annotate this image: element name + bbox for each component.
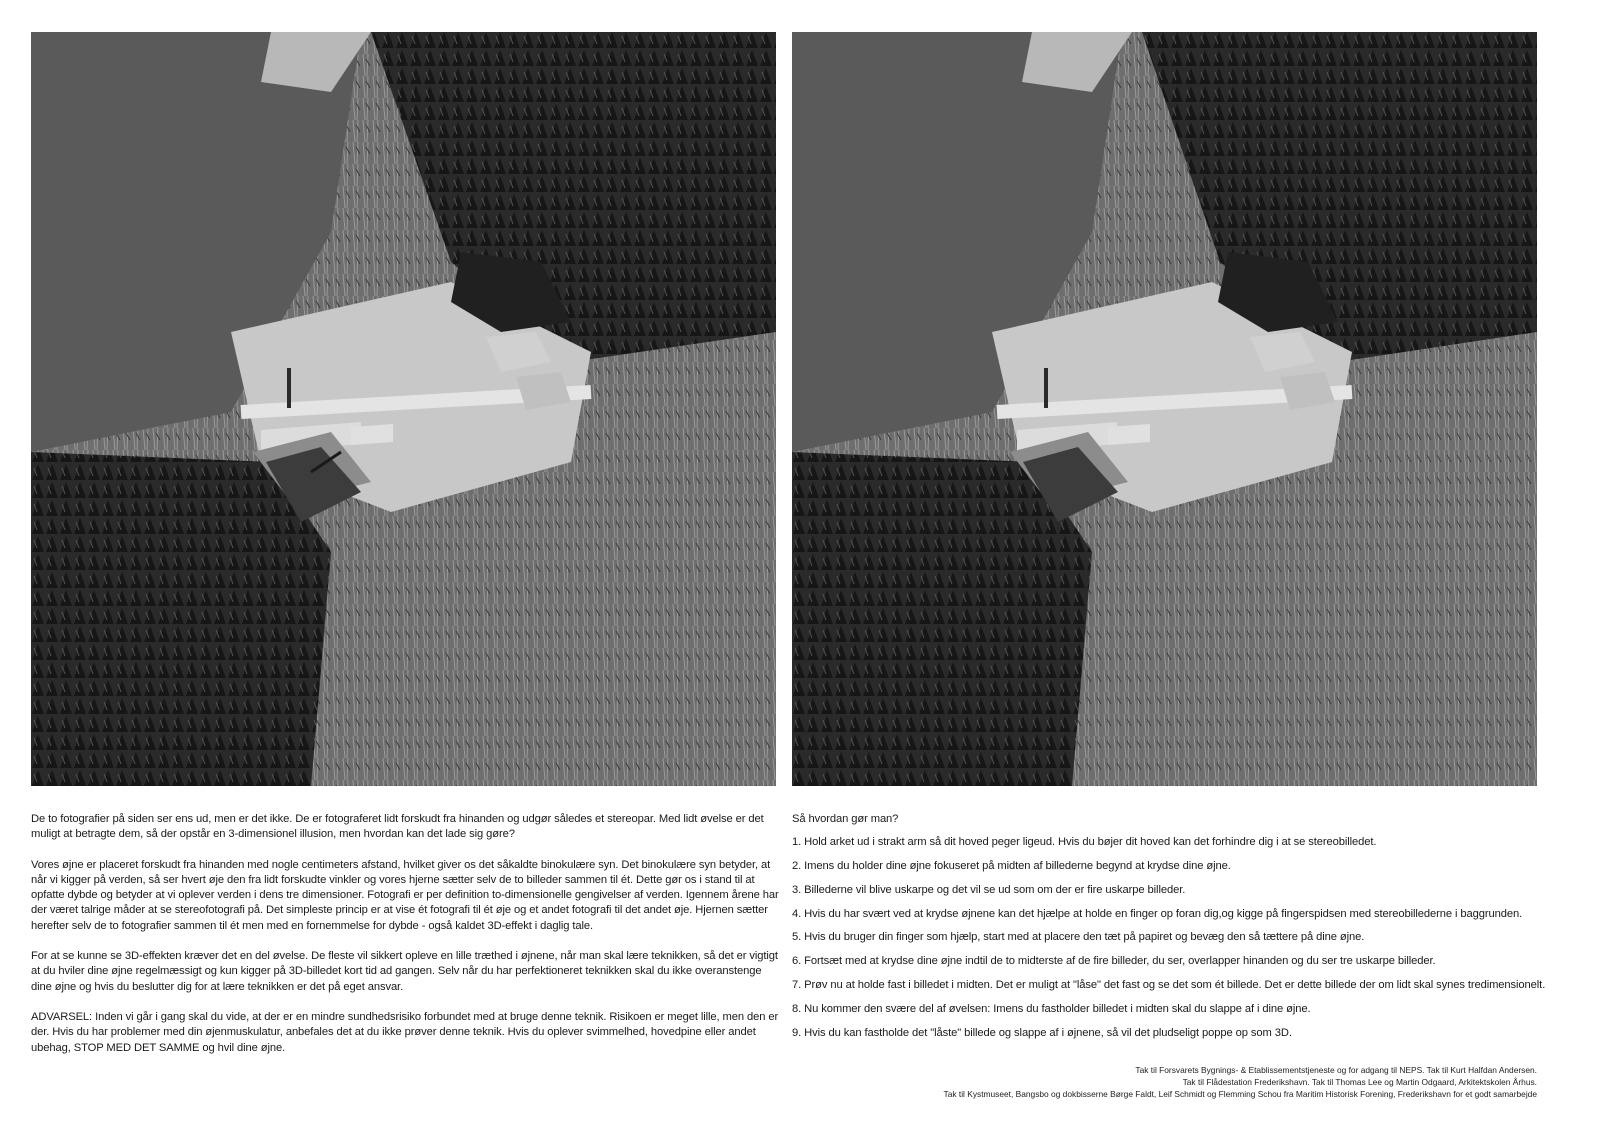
- credit-line: Tak til Flådestation Frederikshavn. Tak til Thomas Lee og Martin Odgaard, Arkitektskolen Århus.: [1182, 1077, 1537, 1087]
- instructions-column: [792, 812, 1552, 1049]
- credits: [944, 1064, 1537, 1100]
- instruction-step: 2. Imens du holder dine øjne fokuseret på midten af billederne begynd at krydse dine øjne.: [792, 860, 1231, 873]
- instruction-step: 3. Billederne vil blive uskarpe og det vil se ud som om der er fire uskarpe billeder.: [792, 883, 1186, 896]
- credit-line: Tak til Kystmuseet, Bangsbo og dokbisserne Børge Faldt, Leif Schmidt og Flemming Schou fra Maritim Historisk Forening, Frederikshavn for et godt samarbejde: [943, 1089, 1537, 1099]
- instruction-step: 7. Prøv nu at holde fast i billedet i midten. Det er muligt at "låse" det fast og se det som ét billede. Det er dette billede der om lidt skal synes tredimensionelt.: [792, 979, 1546, 992]
- instruction-step: 4. Hvis du har svært ved at krydse øjnene kan det hjælpe at holde en finger op foran dig,og kigge på fingerspidsen med stereobillederne i baggrunden.: [792, 907, 1523, 920]
- intro-paragraph: De to fotografier på siden ser ens ud, men er det ikke. De er fotograferet lidt forskudt fra hinanden og udgør således et stereopar. Med lidt øvelse er det muligt at betragte dem, så der opstår en 3-dimensionel illusion, men hvordan kan det lade sig gøre?: [31, 813, 764, 841]
- practice-paragraph: For at se kunne se 3D-effekten kræver det en del øvelse. De fleste vil sikkert opleve en lille træthed i øjnene, når man skal lære teknikken, så det er vigtigt at du hviler dine øjne regelmæssigt og kun kigger på 3D-billedet kort tid ad gangen. Selv når du har perfektioneret teknikken skal du ikke overanstenge dine øjne og hvis du beslutter dig for at lære teknikken er det på eget ansvar.: [31, 950, 778, 993]
- stereo-photo-right: [792, 32, 1537, 786]
- aerial-photo-illustration: [792, 32, 1537, 786]
- warning-paragraph: ADVARSEL: Inden vi går i gang skal du vide, at der er en mindre sundhedsrisiko forbundet med at bruge denne teknik. Risikoen er meget lille, men den er der. Hvis du har problemer med din øjenmuskulatur, anbefales det at du ikke prøver denne teknik. Hvis du oplever svimmelhed, hovedpine eller andet ubehag, STOP MED DET SAMME og hvil dine øjne.: [31, 1010, 779, 1054]
- instruction-step: 6. Fortsæt med at krydse dine øjne indtil de to midterste af de fire billeder, du ser, overlapper hinanden og du ser tre uskarpe billeder.: [792, 955, 1436, 968]
- instruction-step: 9. Hvis du kan fastholde det "låste" billede og slappe af i øjnene, så vil det pludseligt poppe op som 3D.: [792, 1026, 1292, 1039]
- instructions-list: [792, 835, 1552, 1041]
- instruction-step: 1. Hold arket ud i strakt arm så dit hoved peger ligeud. Hvis du bøjer dit hoved kan det forhindre dig i at se stereobilledet.: [792, 836, 1377, 849]
- credit-line: Tak til Forsvarets Bygnings- & Etablissementstjeneste og for adgang til NEPS. Tak til Kurt Halfdan Andersen.: [1135, 1065, 1537, 1075]
- binocular-paragraph: Vores øjne er placeret forskudt fra hinanden med nogle centimeters afstand, hvilket giver os det såkaldte binokulære syn. Det binokulære syn betyder, at når vi kigger på verden, så ser hvert øje den fra lidt forskudte vinkler og vores hjerne sætter selv de to billeder sammen til ét. Dette gør os i stand til at opfatte dybde og betyder at vi oplever verden i dens tre dimensioner. Fotografi er per definition to-dimensionelle gengivelser af verden. Igennem årene har der været talrige måder at se stereofotografi på. Det simpleste princip er at vise ét fotografi til ét øje og et andet fotografi til det andet øje. Hjernen sætter herefter selv de to fotografier sammen til ét men med en fornemmelse for dybde - også kaldet 3D-effekt i daglig tale.: [31, 858, 779, 932]
- instruction-step: 5. Hvis du bruger din finger som hjælp, start med at placere den tæt på papiret og bevæg den så tættere på dine øjne.: [792, 931, 1365, 944]
- stereo-photo-left: [31, 32, 776, 786]
- intro-text-column: [31, 812, 779, 1071]
- aerial-photo-illustration: [31, 32, 776, 786]
- instruction-step: 8. Nu kommer den svære del af øvelsen: Imens du fastholder billedet i midten skal du slappe af i dine øjne.: [792, 1002, 1311, 1015]
- instructions-heading: Så hvordan gør man?: [792, 813, 899, 825]
